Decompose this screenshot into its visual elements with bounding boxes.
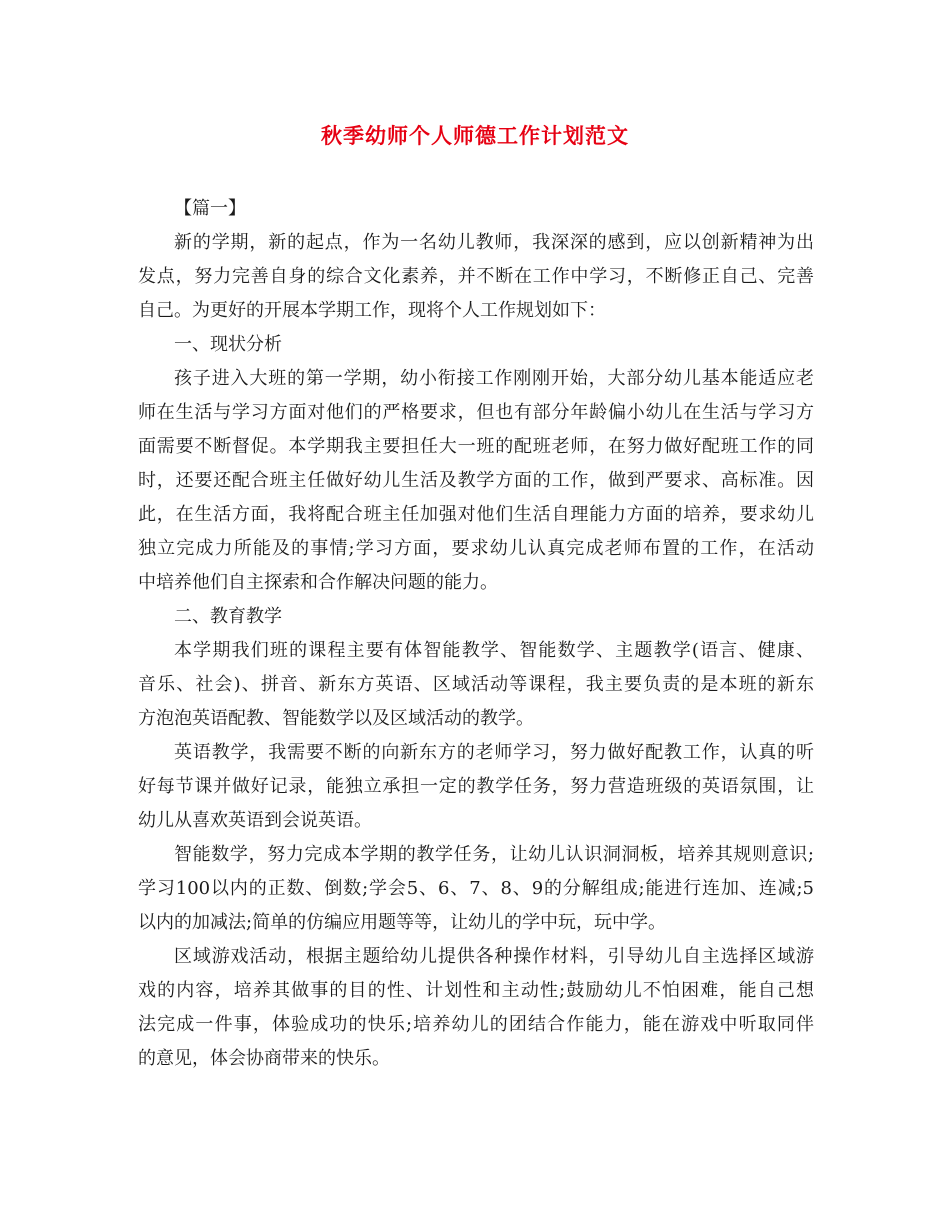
paragraph-line: 自己。为更好的开展本学期工作，现将个人工作规划如下： <box>138 300 606 321</box>
paragraph-line: 好每节课并做好记录，能独立承担一定的教学任务，努力营造班级的英语氛围，让 <box>138 776 814 797</box>
paragraph-line: 英语教学，我需要不断的向新东方的老师学习，努力做好配教工作，认真的听 <box>174 742 814 763</box>
paragraph-line: 发点，努力完善自身的综合文化素养，并不断在工作中学习，不断修正自己、完善 <box>138 266 814 287</box>
paragraph-line: 学习100以内的正数、倒数;学会5、6、7、8、9的分解组成;能进行连加、连减;5 <box>138 878 814 899</box>
paragraph-line: 区域游戏活动，根据主题给幼儿提供各种操作材料，引导幼儿自主选择区域游 <box>174 946 814 967</box>
section-heading: 一、现状分析 <box>174 334 282 355</box>
paragraph-line: 方泡泡英语配教、智能数学以及区域活动的教学。 <box>138 708 534 729</box>
paragraph-line: 本学期我们班的课程主要有体智能教学、智能数学、主题教学(语言、健康、 <box>174 640 814 661</box>
paragraph-line: 此，在生活方面，我将配合班主任加强对他们生活自理能力方面的培养，要求幼儿 <box>138 504 814 525</box>
paragraph-line: 的意见，体会协商带来的快乐。 <box>138 1048 390 1069</box>
paragraph-line: 法完成一件事，体验成功的快乐;培养幼儿的团结合作能力，能在游戏中听取同伴 <box>138 1014 814 1035</box>
paragraph-line: 幼儿从喜欢英语到会说英语。 <box>138 810 372 831</box>
paragraph-line: 中培养他们自主探索和合作解决问题的能力。 <box>138 572 498 593</box>
paragraph-line: 戏的内容，培养其做事的目的性、计划性和主动性;鼓励幼儿不怕困难，能自己想 <box>138 980 814 1001</box>
paragraph-line: 孩子进入大班的第一学期，幼小衔接工作刚刚开始，大部分幼儿基本能适应老 <box>174 368 814 389</box>
paragraph-line: 新的学期，新的起点，作为一名幼儿教师，我深深的感到，应以创新精神为出 <box>174 232 814 253</box>
paragraph-line: 面需要不断督促。本学期我主要担任大一班的配班老师，在努力做好配班工作的同 <box>138 436 814 457</box>
paragraph-line: 时，还要还配合班主任做好幼儿生活及教学方面的工作，做到严要求、高标准。因 <box>138 470 814 491</box>
paragraph-line: 师在生活与学习方面对他们的严格要求，但也有部分年龄偏小幼儿在生活与学习方 <box>138 402 814 423</box>
section-heading: 二、教育教学 <box>174 606 282 627</box>
paragraph-line: 音乐、社会)、拼音、新东方英语、区域活动等课程，我主要负责的是本班的新东 <box>138 674 814 695</box>
paragraph-line: 独立完成力所能及的事情;学习方面，要求幼儿认真完成老师布置的工作，在活动 <box>138 538 814 559</box>
document-title: 秋季幼师个人师德工作计划范文 <box>321 123 629 148</box>
document-body <box>138 192 814 1076</box>
section-heading: 【篇一】 <box>174 198 246 219</box>
paragraph-line: 以内的加减法;简单的仿编应用题等等，让幼儿的学中玩，玩中学。 <box>138 912 667 933</box>
paragraph-line: 智能数学，努力完成本学期的教学任务，让幼儿认识洞洞板，培养其规则意识; <box>174 844 814 865</box>
